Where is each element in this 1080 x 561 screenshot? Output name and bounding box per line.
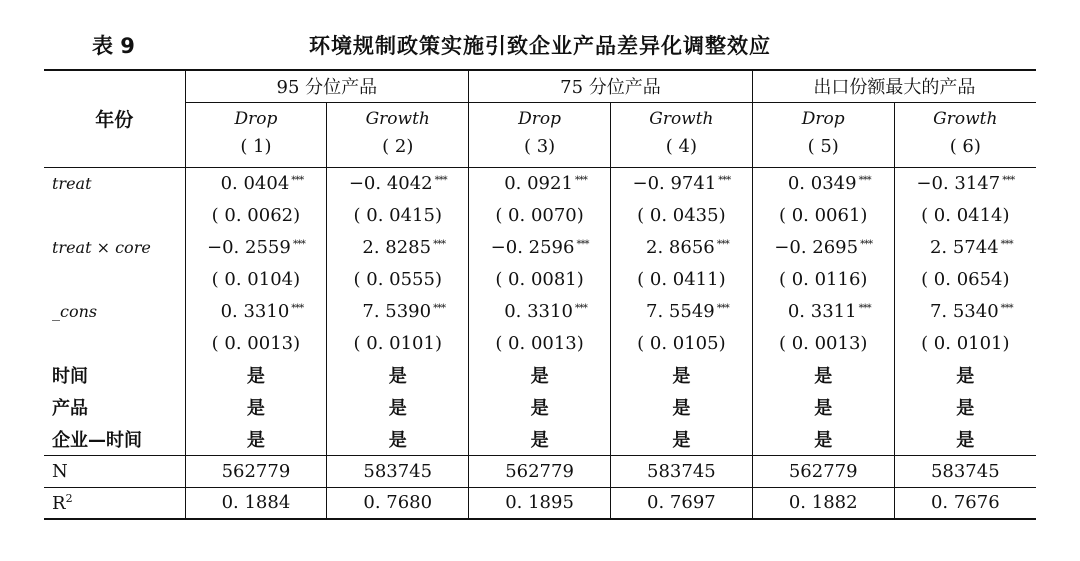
coef-cell: 2. 8285 *** [327, 231, 469, 263]
coef-cell: 0. 0404 *** [185, 167, 327, 199]
fe-cell: 是 [185, 423, 327, 455]
coef-cell: 0. 0921 *** [469, 167, 611, 199]
column-number: ( 1) [185, 136, 327, 168]
se-cell: ( 0. 0061) [752, 199, 894, 231]
year-header: 年份 [44, 70, 185, 167]
se-cell: ( 0. 0101) [921, 332, 1010, 354]
var-header: Drop [469, 102, 611, 136]
row-label-product: 产品 [44, 391, 185, 423]
coef-cell: 0. 3310 *** [469, 295, 611, 327]
se-cell: ( 0. 0411) [610, 263, 752, 295]
fe-cell: 是 [956, 366, 975, 387]
var-header: Drop [185, 102, 327, 136]
fe-cell: 是 [469, 391, 611, 423]
se-cell: ( 0. 0101) [327, 327, 469, 359]
coef-cell: 2. 5744 *** [929, 236, 1013, 258]
fe-cell: 是 [752, 423, 894, 455]
fe-cell: 是 [610, 391, 752, 423]
fe-cell: 是 [185, 391, 327, 423]
coef-cell: 0. 3310 *** [185, 295, 327, 327]
table-row [44, 231, 1036, 263]
se-cell: ( 0. 0414) [921, 204, 1010, 226]
fe-cell: 是 [894, 423, 1036, 455]
fe-cell: 是 [610, 359, 752, 391]
fe-cell: 是 [469, 423, 611, 455]
n-cell: 562779 [752, 455, 894, 487]
n-cell: 583745 [894, 455, 1036, 487]
table-row [44, 359, 1036, 391]
fe-cell: 是 [469, 359, 611, 391]
row-label-cons: _cons [44, 295, 185, 327]
column-number: ( 3) [469, 136, 611, 168]
table-row [44, 423, 1036, 455]
row-label-r2: $R^2$ [44, 487, 185, 519]
se-cell: ( 0. 0415) [327, 199, 469, 231]
se-cell: ( 0. 0070) [469, 199, 611, 231]
coef-cell: −0. 9741 *** [610, 167, 752, 199]
var-header: Drop [752, 102, 894, 136]
coef-cell: 0. 3311 *** [752, 295, 894, 327]
coef-cell: 7. 5390 *** [327, 295, 469, 327]
fe-cell: 是 [956, 398, 975, 419]
n-cell: 583745 [327, 455, 469, 487]
table-row [44, 263, 1036, 295]
column-number: ( 4) [610, 136, 752, 168]
row-label-treat-core: treat × core [44, 231, 185, 263]
fe-cell: 是 [327, 359, 469, 391]
fe-cell: 是 [327, 423, 469, 455]
table-row [44, 487, 1036, 519]
coef-cell: −0. 2695 *** [752, 231, 894, 263]
column-number: ( 2) [327, 136, 469, 168]
r2-cell: 0. 1895 [469, 487, 611, 519]
row-label-firm-time: 企业—时间 [44, 423, 185, 455]
table-row [44, 295, 1036, 327]
fe-cell: 是 [610, 423, 752, 455]
column-number: ( 5) [752, 136, 894, 168]
se-cell: ( 0. 0116) [752, 263, 894, 295]
coef-cell: 2. 8656 *** [610, 231, 752, 263]
group-header-export: 出口份额最大的产品 [752, 70, 1036, 102]
se-cell: ( 0. 0062) [185, 199, 327, 231]
table-title: 环境规制政策实施引致企业产品差异化调整效应 [309, 34, 771, 58]
se-cell: ( 0. 0013) [185, 327, 327, 359]
table-row [44, 391, 1036, 423]
r2-cell: 0. 7676 [894, 487, 1036, 519]
se-cell: ( 0. 0654) [921, 268, 1010, 290]
var-header: Growth [933, 109, 998, 129]
group-header-75: 75 分位产品 [469, 70, 753, 102]
coef-cell: −0. 3147 *** [916, 172, 1015, 194]
table-caption [44, 30, 1036, 60]
r2-cell: 0. 7697 [610, 487, 752, 519]
coef-cell: 0. 0349 *** [752, 167, 894, 199]
r2-cell: 0. 1884 [185, 487, 327, 519]
table-number: 表 9 [92, 34, 135, 58]
table-row [44, 199, 1036, 231]
se-cell: ( 0. 0013) [469, 327, 611, 359]
row-label-time: 时间 [44, 359, 185, 391]
fe-cell: 是 [752, 359, 894, 391]
coef-cell: −0. 2596 *** [469, 231, 611, 263]
coef-cell: 7. 5549 *** [610, 295, 752, 327]
r2-cell: 0. 1882 [752, 487, 894, 519]
n-cell: 562779 [185, 455, 327, 487]
coef-cell: −0. 2559 *** [185, 231, 327, 263]
coef-cell: −0. 4042 *** [327, 167, 469, 199]
se-cell: ( 0. 0435) [610, 199, 752, 231]
se-cell: ( 0. 0081) [469, 263, 611, 295]
fe-cell: 是 [752, 391, 894, 423]
table-row [44, 327, 1036, 359]
n-cell: 583745 [610, 455, 752, 487]
table-row [44, 455, 1036, 487]
table-row [44, 167, 1036, 199]
se-cell: ( 0. 0013) [752, 327, 894, 359]
se-cell: ( 0. 0555) [327, 263, 469, 295]
row-label-n: N [44, 455, 185, 487]
r2-cell: 0. 7680 [327, 487, 469, 519]
group-header-95: 95 分位产品 [185, 70, 469, 102]
row-label-treat: treat [44, 167, 185, 199]
fe-cell: 是 [327, 391, 469, 423]
se-cell: ( 0. 0105) [610, 327, 752, 359]
regression-table [44, 69, 1036, 520]
coef-cell: 7. 5340 *** [929, 300, 1013, 322]
var-header: Growth [327, 102, 469, 136]
n-cell: 562779 [469, 455, 611, 487]
var-header: Growth [610, 102, 752, 136]
se-cell: ( 0. 0104) [185, 263, 327, 295]
fe-cell: 是 [185, 359, 327, 391]
column-number: ( 6) [894, 136, 1036, 168]
